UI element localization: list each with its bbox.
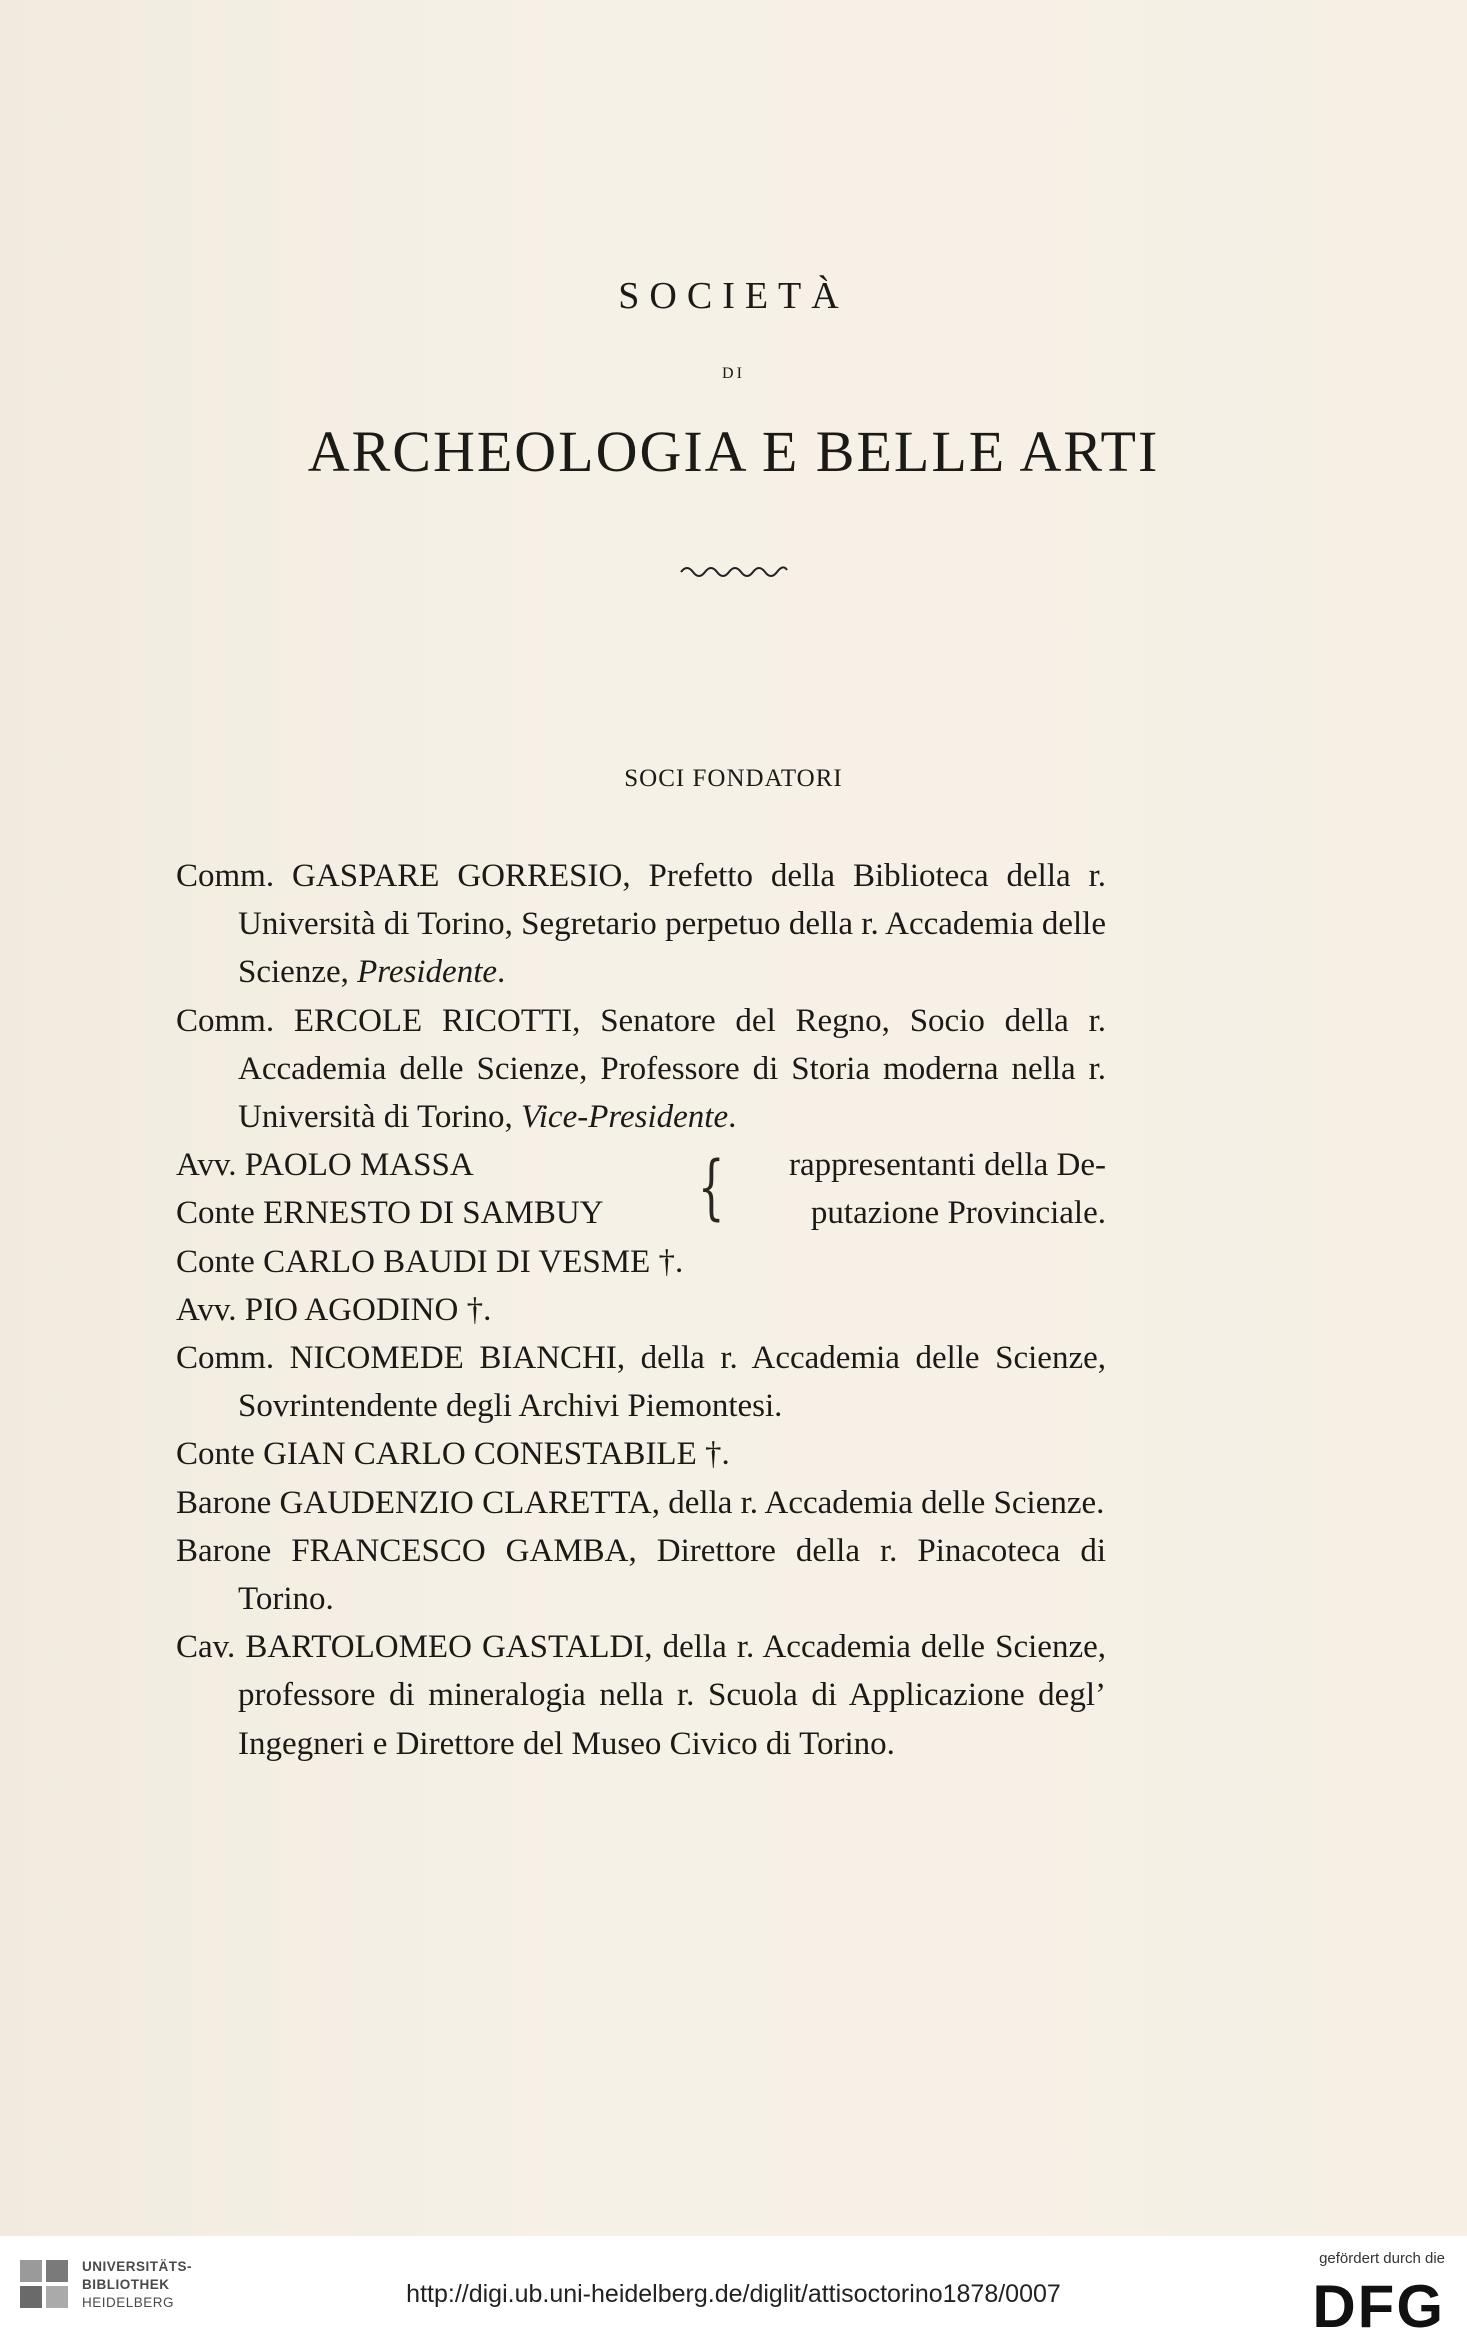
library-name-line: HEIDELBERG bbox=[82, 2295, 175, 2310]
bleed-through-text bbox=[150, 160, 1110, 209]
representatives-note: putazione Provinciale. bbox=[810, 1195, 1106, 1232]
member-title: Comm. bbox=[176, 1002, 275, 1039]
list-item: Cav. BARTOLOMEO GASTALDI, della r. Accademia delle Scienze, professore di mineralogia nella r. Scuola di Applicazione degl’ Ingegneri e Direttore del Museo Civico di Torino. bbox=[176, 1629, 1106, 1762]
title-di: DI bbox=[722, 365, 745, 382]
funded-by-label: gefördert durch die bbox=[1319, 2250, 1445, 2267]
title-societa: SOCIETÀ bbox=[618, 275, 849, 317]
library-name-line: BIBLIOTHEK bbox=[82, 2277, 170, 2292]
member-name: Conte ERNESTO DI SAMBUY bbox=[176, 1195, 604, 1232]
provincial-representatives bbox=[176, 1141, 1106, 1237]
brace-icon: { bbox=[697, 1146, 725, 1229]
source-url-link[interactable]: http://digi.ub.uni-heidelberg.de/diglit/attisoctorino1878/0007 bbox=[406, 2280, 1061, 2308]
member-description: , Senatore del Regno, Socio della r. Accademia delle Scienze, Professore di Storia moderna nella r. Università di Torino, bbox=[238, 1002, 1106, 1136]
list-item: Conte CARLO BAUDI DI VESME †. bbox=[176, 1243, 684, 1280]
punctuation: . bbox=[497, 954, 506, 991]
library-name-line: UNIVERSITÄTS- bbox=[82, 2259, 193, 2274]
dfg-logo[interactable]: DFG bbox=[1312, 2273, 1445, 2340]
list-item: Avv. PIO AGODINO †. bbox=[176, 1291, 492, 1328]
title-archeologia: ARCHEOLOGIA E BELLE ARTI bbox=[307, 419, 1160, 484]
member-title: Comm. bbox=[176, 858, 275, 894]
section-heading: SOCI FONDATORI bbox=[624, 765, 843, 792]
punctuation: . bbox=[728, 1099, 737, 1136]
member-name: ERCOLE RICOTTI bbox=[293, 1002, 573, 1039]
member-name: GASPARE GORRESIO bbox=[292, 858, 623, 894]
member-name: Avv. PAOLO MASSA bbox=[176, 1147, 474, 1184]
list-item: Comm. NICOMEDE BIANCHI, della r. Accademia delle Scienze, Sovrintendente degli Archivi Piemontesi. bbox=[176, 1340, 1106, 1425]
member-description: , Prefetto della Biblioteca della r. Università di Torino, Segretario perpetuo della r. Accademia delle Scienze, bbox=[238, 858, 1107, 991]
list-item: Barone FRANCESCO GAMBA, Direttore della r. Pinacoteca di Torino. bbox=[176, 1532, 1106, 1618]
member-role: Presidente bbox=[357, 954, 498, 991]
wave-ornament-icon bbox=[679, 560, 789, 580]
list-item bbox=[176, 852, 1106, 997]
representatives-note: rappresentanti della De- bbox=[788, 1147, 1106, 1184]
ornament-divider bbox=[0, 560, 1467, 580]
list-item bbox=[176, 997, 1106, 1142]
list-item: Conte GIAN CARLO CONESTABILE †. bbox=[176, 1436, 730, 1473]
member-role: Vice-Presidente bbox=[521, 1099, 729, 1136]
list-item: Barone GAUDENZIO CLARETTA, della r. Accademia delle Scienze. bbox=[176, 1484, 1105, 1521]
members-list bbox=[176, 852, 1106, 1768]
